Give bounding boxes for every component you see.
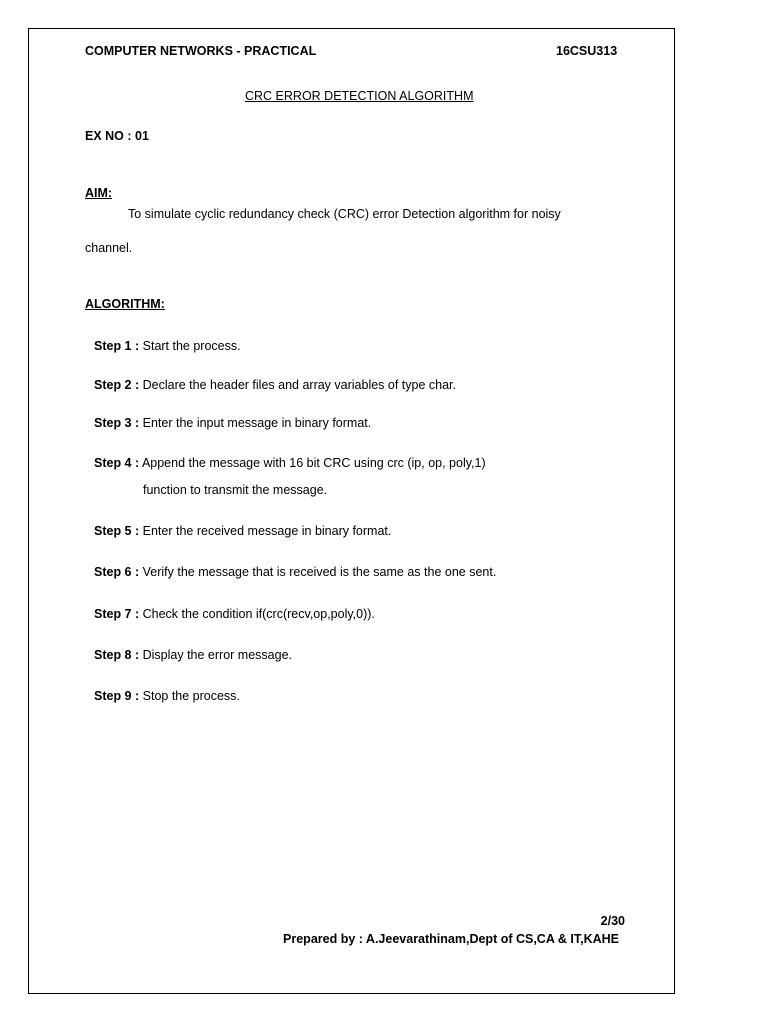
step-4-continuation: function to transmit the message. xyxy=(143,483,328,497)
step-label: Step 8 : xyxy=(94,648,140,662)
aim-text-line1: To simulate cyclic redundancy check (CRC) error Detection algorithm for noisy xyxy=(128,207,561,221)
step-label: Step 4 : xyxy=(94,456,140,470)
page-number: 2/30 xyxy=(600,914,625,928)
course-code: 16CSU313 xyxy=(556,44,618,58)
step-text: Check the condition if(crc(recv,op,poly,0)). xyxy=(139,607,375,621)
exercise-number: EX NO : 01 xyxy=(85,129,149,143)
step-text: Start the process. xyxy=(139,339,241,353)
step-text: Verify the message that is received is the same as the one sent. xyxy=(139,565,497,579)
step-1 xyxy=(94,340,241,353)
step-label: Step 6 : xyxy=(94,565,140,579)
step-text: Enter the received message in binary format. xyxy=(139,524,392,538)
step-text: Display the error message. xyxy=(139,648,292,662)
step-4 xyxy=(94,457,486,470)
step-9 xyxy=(94,690,240,703)
aim-heading: AIM: xyxy=(85,186,113,200)
step-text: Stop the process. xyxy=(139,689,240,703)
prepared-by: Prepared by : A.Jeevarathinam,Dept of CS,CA & IT,KAHE xyxy=(283,932,619,946)
step-label: Step 3 : xyxy=(94,416,140,430)
page-title: CRC ERROR DETECTION ALGORITHM xyxy=(245,89,474,103)
step-label: Step 7 : xyxy=(94,607,140,621)
step-label: Step 5 : xyxy=(94,524,140,538)
step-text: Declare the header files and array variables of type char. xyxy=(139,378,456,392)
aim-text-line2: channel. xyxy=(85,241,133,255)
step-text: Enter the input message in binary format. xyxy=(139,416,372,430)
step-label: Step 1 : xyxy=(94,339,140,353)
step-7 xyxy=(94,608,375,621)
step-5 xyxy=(94,525,391,538)
step-label: Step 9 : xyxy=(94,689,140,703)
step-text: Append the message with 16 bit CRC using crc (ip, op, poly,1) xyxy=(139,456,486,470)
step-2 xyxy=(94,379,456,392)
step-8 xyxy=(94,649,292,662)
course-header: COMPUTER NETWORKS - PRACTICAL xyxy=(85,44,317,58)
step-label: Step 2 : xyxy=(94,378,140,392)
algorithm-heading: ALGORITHM: xyxy=(85,297,165,311)
page-border xyxy=(28,28,675,994)
step-6 xyxy=(94,566,496,579)
step-3 xyxy=(94,417,371,430)
